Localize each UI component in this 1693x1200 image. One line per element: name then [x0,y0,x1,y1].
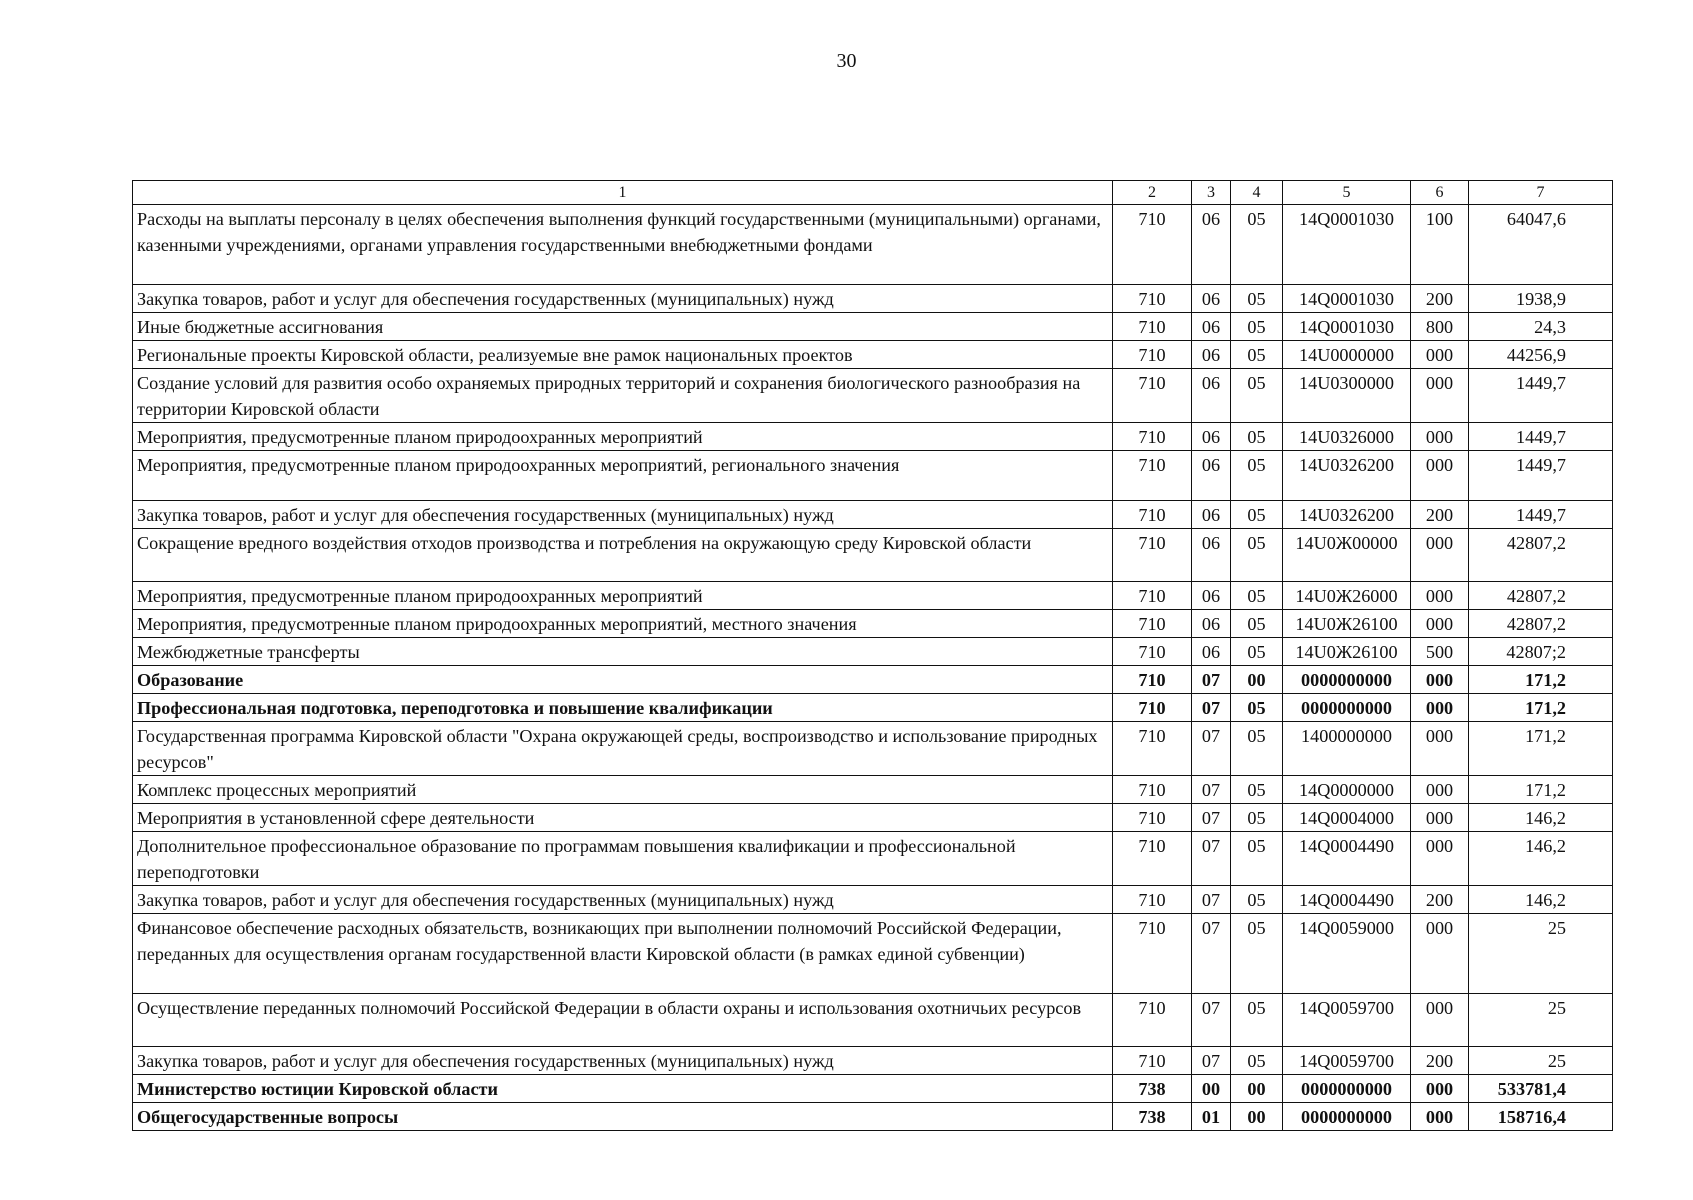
row-expense-type-cell: 000 [1411,804,1469,832]
row-name-cell: Закупка товаров, работ и услуг для обеспечения государственных (муниципальных) нужд [133,886,1113,914]
row-name-cell: Образование [133,666,1113,694]
row-amount-cell: 44256,9 [1469,341,1613,369]
row-amount-cell: 42807,2 [1469,582,1613,610]
row-expense-type-cell: 000 [1411,529,1469,582]
row-chapter-cell: 710 [1113,914,1192,994]
row-name-cell: Создание условий для развития особо охраняемых природных территорий и сохранения биологического разнообразия на территории Кировской области [133,369,1113,423]
row-expense-type-cell: 000 [1411,914,1469,994]
row-expense-type-cell: 000 [1411,832,1469,886]
row-amount-cell: 171,2 [1469,694,1613,722]
row-subsection-cell: 05 [1231,994,1283,1047]
row-chapter-cell: 710 [1113,610,1192,638]
table-row [133,529,1613,582]
row-section-cell: 07 [1192,722,1231,776]
row-amount-cell: 171,2 [1469,666,1613,694]
row-chapter-cell: 710 [1113,313,1192,341]
table-row [133,313,1613,341]
table-row [133,582,1613,610]
row-subsection-cell: 00 [1231,1103,1283,1131]
row-amount-cell: 146,2 [1469,832,1613,886]
row-chapter-cell: 710 [1113,886,1192,914]
row-section-cell: 06 [1192,313,1231,341]
row-amount-cell: 25 [1469,994,1613,1047]
row-amount-cell: 146,2 [1469,804,1613,832]
row-expense-type-cell: 500 [1411,638,1469,666]
row-chapter-cell: 710 [1113,369,1192,423]
row-expense-type-cell: 000 [1411,722,1469,776]
row-section-cell: 07 [1192,886,1231,914]
row-name-cell: Мероприятия в установленной сфере деятельности [133,804,1113,832]
row-name-cell: Иные бюджетные ассигнования [133,313,1113,341]
row-chapter-cell: 710 [1113,529,1192,582]
row-expense-type-cell: 000 [1411,1075,1469,1103]
table-header-row [133,181,1613,205]
row-section-cell: 07 [1192,804,1231,832]
row-target-article-cell: 14U0Ж26100 [1283,638,1411,666]
row-section-cell: 07 [1192,914,1231,994]
row-chapter-cell: 710 [1113,804,1192,832]
row-amount-cell: 25 [1469,914,1613,994]
row-chapter-cell: 710 [1113,666,1192,694]
row-amount-cell: 1938,9 [1469,285,1613,313]
row-subsection-cell: 05 [1231,341,1283,369]
row-chapter-cell: 710 [1113,341,1192,369]
row-target-article-cell: 14U0326000 [1283,423,1411,451]
table-row [133,722,1613,776]
row-expense-type-cell: 000 [1411,610,1469,638]
row-amount-cell: 1449,7 [1469,501,1613,529]
row-expense-type-cell: 000 [1411,341,1469,369]
row-target-article-cell: 14Q0001030 [1283,205,1411,285]
row-name-cell: Закупка товаров, работ и услуг для обеспечения государственных (муниципальных) нужд [133,285,1113,313]
row-subsection-cell: 05 [1231,423,1283,451]
table-row [133,610,1613,638]
row-chapter-cell: 710 [1113,285,1192,313]
header-cell: 2 [1113,181,1192,205]
row-expense-type-cell: 800 [1411,313,1469,341]
row-subsection-cell: 05 [1231,776,1283,804]
row-section-cell: 06 [1192,205,1231,285]
row-subsection-cell: 05 [1231,451,1283,501]
row-amount-cell: 171,2 [1469,722,1613,776]
row-section-cell: 00 [1192,1075,1231,1103]
row-expense-type-cell: 000 [1411,994,1469,1047]
table-row [133,285,1613,313]
row-target-article-cell: 14U0Ж26000 [1283,582,1411,610]
row-section-cell: 07 [1192,1047,1231,1075]
row-subsection-cell: 05 [1231,610,1283,638]
table-row [133,369,1613,423]
row-subsection-cell: 05 [1231,313,1283,341]
row-target-article-cell: 14Q0059000 [1283,914,1411,994]
table-row [133,994,1613,1047]
table-row [133,451,1613,501]
row-target-article-cell: 0000000000 [1283,1103,1411,1131]
row-expense-type-cell: 000 [1411,451,1469,501]
row-subsection-cell: 05 [1231,832,1283,886]
table-row [133,638,1613,666]
header-cell: 4 [1231,181,1283,205]
row-subsection-cell: 05 [1231,205,1283,285]
row-target-article-cell: 14Q0001030 [1283,313,1411,341]
row-expense-type-cell: 000 [1411,776,1469,804]
row-chapter-cell: 710 [1113,776,1192,804]
table-row [133,341,1613,369]
row-subsection-cell: 05 [1231,369,1283,423]
row-chapter-cell: 710 [1113,638,1192,666]
row-target-article-cell: 14U0000000 [1283,341,1411,369]
row-subsection-cell: 05 [1231,285,1283,313]
row-amount-cell: 1449,7 [1469,423,1613,451]
row-target-article-cell: 14Q0004490 [1283,832,1411,886]
row-subsection-cell: 05 [1231,501,1283,529]
row-chapter-cell: 710 [1113,205,1192,285]
row-expense-type-cell: 100 [1411,205,1469,285]
row-subsection-cell: 05 [1231,914,1283,994]
table-row [133,1103,1613,1131]
row-target-article-cell: 14U0300000 [1283,369,1411,423]
row-section-cell: 06 [1192,285,1231,313]
row-section-cell: 06 [1192,529,1231,582]
row-section-cell: 01 [1192,1103,1231,1131]
row-chapter-cell: 710 [1113,501,1192,529]
row-section-cell: 06 [1192,369,1231,423]
row-subsection-cell: 05 [1231,638,1283,666]
row-subsection-cell: 05 [1231,529,1283,582]
row-chapter-cell: 710 [1113,423,1192,451]
row-target-article-cell: 14U0326200 [1283,451,1411,501]
row-name-cell: Закупка товаров, работ и услуг для обеспечения государственных (муниципальных) нужд [133,501,1113,529]
table-row [133,694,1613,722]
row-target-article-cell: 0000000000 [1283,694,1411,722]
table-row [133,776,1613,804]
row-name-cell: Министерство юстиции Кировской области [133,1075,1113,1103]
row-expense-type-cell: 000 [1411,666,1469,694]
row-target-article-cell: 14U0Ж00000 [1283,529,1411,582]
row-name-cell: Мероприятия, предусмотренные планом природоохранных мероприятий, регионального значения [133,451,1113,501]
row-chapter-cell: 710 [1113,1047,1192,1075]
table-row [133,1075,1613,1103]
row-subsection-cell: 05 [1231,886,1283,914]
row-chapter-cell: 710 [1113,994,1192,1047]
row-amount-cell: 42807;2 [1469,638,1613,666]
row-target-article-cell: 0000000000 [1283,666,1411,694]
row-subsection-cell: 05 [1231,694,1283,722]
row-name-cell: Мероприятия, предусмотренные планом природоохранных мероприятий [133,582,1113,610]
row-expense-type-cell: 200 [1411,886,1469,914]
table-row [133,914,1613,994]
row-section-cell: 07 [1192,666,1231,694]
row-section-cell: 06 [1192,638,1231,666]
row-chapter-cell: 738 [1113,1075,1192,1103]
row-name-cell: Профессиональная подготовка, переподготовка и повышение квалификации [133,694,1113,722]
table-row [133,804,1613,832]
row-subsection-cell: 05 [1231,804,1283,832]
row-section-cell: 07 [1192,694,1231,722]
row-amount-cell: 64047,6 [1469,205,1613,285]
row-target-article-cell: 14Q0059700 [1283,994,1411,1047]
row-expense-type-cell: 200 [1411,285,1469,313]
row-target-article-cell: 14Q0000000 [1283,776,1411,804]
row-target-article-cell: 1400000000 [1283,722,1411,776]
table-row [133,423,1613,451]
page-number: 30 [836,50,857,72]
table-row [133,666,1613,694]
row-section-cell: 06 [1192,501,1231,529]
row-subsection-cell: 05 [1231,582,1283,610]
row-target-article-cell: 0000000000 [1283,1075,1411,1103]
table-row [133,832,1613,886]
row-expense-type-cell: 000 [1411,423,1469,451]
row-name-cell: Мероприятия, предусмотренные планом природоохранных мероприятий, местного значения [133,610,1113,638]
row-section-cell: 07 [1192,776,1231,804]
row-subsection-cell: 00 [1231,666,1283,694]
row-name-cell: Общегосударственные вопросы [133,1103,1113,1131]
table-row [133,886,1613,914]
row-subsection-cell: 05 [1231,722,1283,776]
row-chapter-cell: 738 [1113,1103,1192,1131]
header-cell: 1 [133,181,1113,205]
row-amount-cell: 1449,7 [1469,451,1613,501]
row-name-cell: Межбюджетные трансферты [133,638,1113,666]
row-subsection-cell: 00 [1231,1075,1283,1103]
row-section-cell: 07 [1192,994,1231,1047]
row-target-article-cell: 14U0Ж26100 [1283,610,1411,638]
row-name-cell: Осуществление переданных полномочий Российской Федерации в области охраны и использования охотничьих ресурсов [133,994,1113,1047]
row-expense-type-cell: 200 [1411,501,1469,529]
row-name-cell: Мероприятия, предусмотренные планом природоохранных мероприятий [133,423,1113,451]
row-expense-type-cell: 000 [1411,694,1469,722]
row-section-cell: 06 [1192,341,1231,369]
row-expense-type-cell: 000 [1411,1103,1469,1131]
row-chapter-cell: 710 [1113,832,1192,886]
budget-table [132,180,1613,1131]
row-amount-cell: 146,2 [1469,886,1613,914]
table-row [133,501,1613,529]
row-section-cell: 06 [1192,423,1231,451]
row-amount-cell: 42807,2 [1469,529,1613,582]
table-row [133,1047,1613,1075]
row-target-article-cell: 14Q0004000 [1283,804,1411,832]
header-cell: 7 [1469,181,1613,205]
row-expense-type-cell: 000 [1411,369,1469,423]
row-name-cell: Дополнительное профессиональное образование по программам повышения квалификации и профессиональной переподготовки [133,832,1113,886]
row-expense-type-cell: 000 [1411,582,1469,610]
row-name-cell: Комплекс процессных мероприятий [133,776,1113,804]
header-cell: 3 [1192,181,1231,205]
row-amount-cell: 158716,4 [1469,1103,1613,1131]
row-chapter-cell: 710 [1113,582,1192,610]
row-target-article-cell: 14Q0004490 [1283,886,1411,914]
row-chapter-cell: 710 [1113,694,1192,722]
header-cell: 5 [1283,181,1411,205]
row-section-cell: 07 [1192,832,1231,886]
row-amount-cell: 171,2 [1469,776,1613,804]
row-subsection-cell: 05 [1231,1047,1283,1075]
row-section-cell: 06 [1192,451,1231,501]
row-name-cell: Сокращение вредного воздействия отходов производства и потребления на окружающую среду Кировской области [133,529,1113,582]
row-target-article-cell: 14Q0001030 [1283,285,1411,313]
row-name-cell: Закупка товаров, работ и услуг для обеспечения государственных (муниципальных) нужд [133,1047,1113,1075]
row-chapter-cell: 710 [1113,722,1192,776]
header-cell: 6 [1411,181,1469,205]
row-section-cell: 06 [1192,610,1231,638]
row-amount-cell: 25 [1469,1047,1613,1075]
row-expense-type-cell: 200 [1411,1047,1469,1075]
row-name-cell: Расходы на выплаты персоналу в целях обеспечения выполнения функций государственными (муниципальными) органами, казенными учреждениями, органами управления государственными внебюджетными фондами [133,205,1113,285]
row-amount-cell: 42807,2 [1469,610,1613,638]
row-name-cell: Региональные проекты Кировской области, реализуемые вне рамок национальных проектов [133,341,1113,369]
row-amount-cell: 533781,4 [1469,1075,1613,1103]
row-amount-cell: 24,3 [1469,313,1613,341]
row-target-article-cell: 14Q0059700 [1283,1047,1411,1075]
row-target-article-cell: 14U0326200 [1283,501,1411,529]
row-amount-cell: 1449,7 [1469,369,1613,423]
table-row [133,205,1613,285]
row-section-cell: 06 [1192,582,1231,610]
row-chapter-cell: 710 [1113,451,1192,501]
row-name-cell: Финансовое обеспечение расходных обязательств, возникающих при выполнении полномочий Российской Федерации, переданных для осуществления органам государственной власти Кировской области (в рамках единой субвенции) [133,914,1113,994]
row-name-cell: Государственная программа Кировской области "Охрана окружающей среды, воспроизводство и использование природных ресурсов" [133,722,1113,776]
